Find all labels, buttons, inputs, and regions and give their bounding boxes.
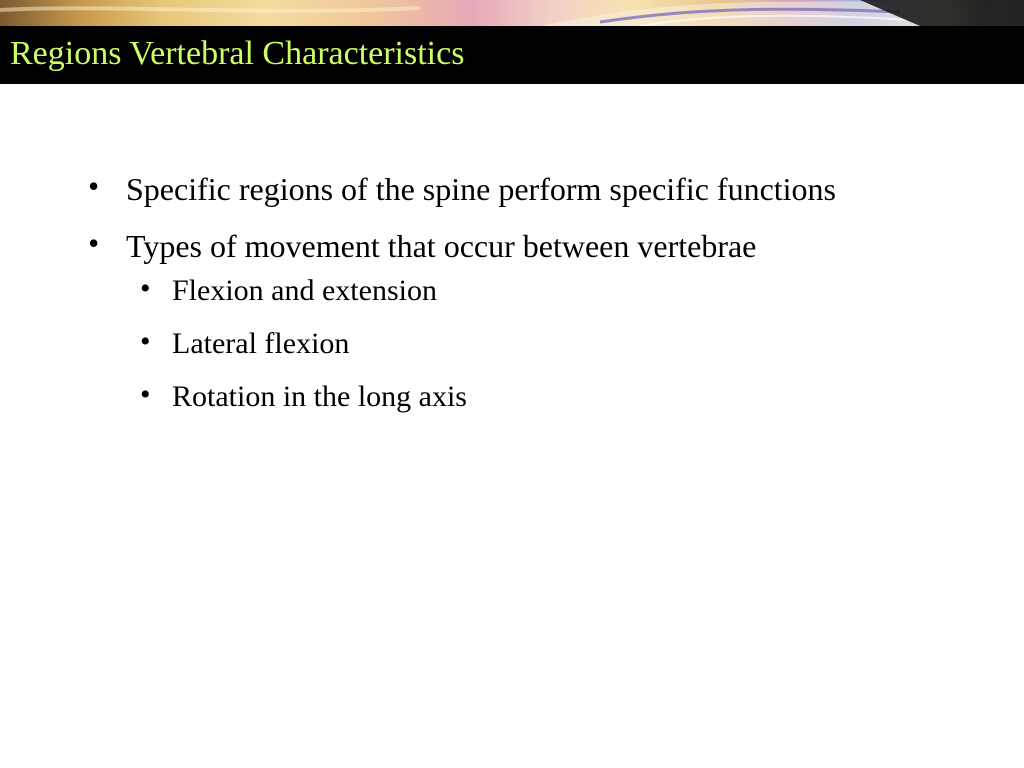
slide-title: Regions Vertebral Characteristics xyxy=(10,35,465,72)
sub-bullet-text: Flexion and extension xyxy=(172,274,437,307)
banner-texture-graphic xyxy=(0,0,1024,26)
sub-bullet-dot-icon: • xyxy=(140,378,151,411)
slide-content xyxy=(88,166,968,430)
bullet-text: Types of movement that occur between vertebrae xyxy=(126,228,757,264)
sub-bullet-text: Rotation in the long axis xyxy=(172,380,467,413)
bullet-dot-icon: • xyxy=(88,168,100,204)
sub-bullet-list xyxy=(126,271,968,417)
bullet-dot-icon: • xyxy=(88,225,100,261)
bullet-item-movement-types xyxy=(88,223,968,417)
bullet-text: Specific regions of the spine perform specific functions xyxy=(126,171,836,207)
sub-bullet-text: Lateral flexion xyxy=(172,327,350,360)
bullet-list xyxy=(88,166,968,417)
decorative-banner-image xyxy=(0,0,1024,26)
sub-bullet-item-flexion-extension xyxy=(140,271,968,311)
bullet-item-specific-regions xyxy=(88,166,968,212)
sub-bullet-item-rotation xyxy=(140,377,968,417)
sub-bullet-item-lateral-flexion xyxy=(140,324,968,364)
sub-bullet-dot-icon: • xyxy=(140,272,151,305)
sub-bullet-dot-icon: • xyxy=(140,325,151,358)
